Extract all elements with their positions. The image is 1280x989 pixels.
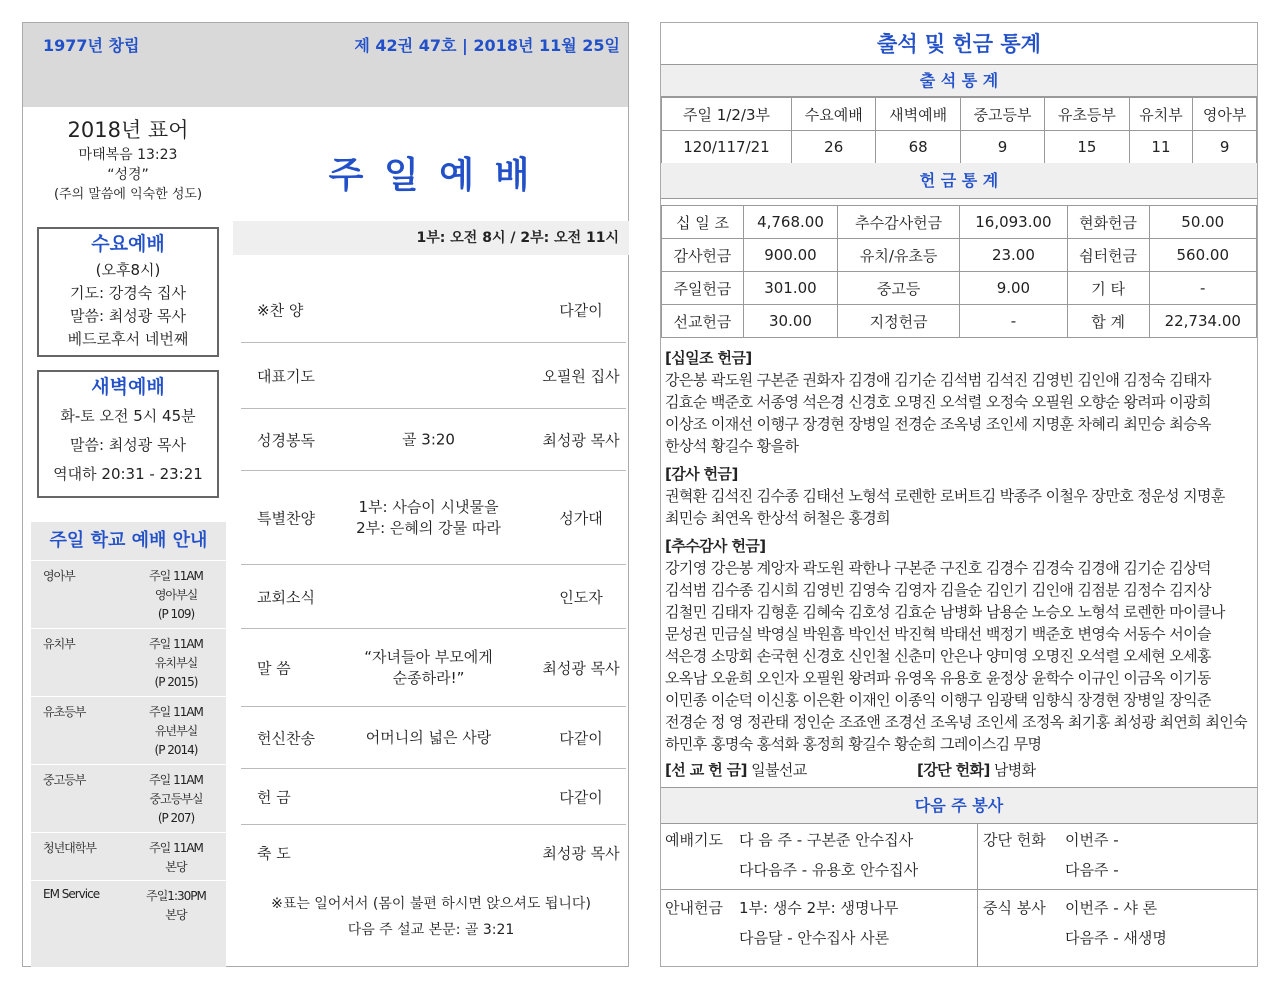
order-row	[241, 769, 626, 825]
order-detail: 어머니의 넓은 사랑	[365, 728, 492, 746]
school-time: 주일 11AM	[149, 705, 203, 719]
flower-value: 남병화	[993, 761, 1036, 779]
offering-cell: 추수감사헌금	[838, 206, 960, 239]
order-detail: “자녀들아 부모에게 순종하라!”	[364, 647, 493, 687]
order-name: ※찬 양	[257, 301, 304, 319]
usher-duty-1: 1부: 생수 2부: 생명나무	[739, 899, 899, 917]
attendance-value-cell: 120/117/21	[662, 131, 792, 164]
school-place: 중고등부실	[149, 792, 203, 806]
school-row	[31, 832, 226, 880]
order-name: 말 씀	[257, 659, 291, 677]
offering-cell: 지정헌금	[838, 305, 960, 338]
offering-cell: 50.00	[1149, 206, 1256, 239]
offering-cell: 22,734.00	[1149, 305, 1256, 338]
prayer-duty-2: 다다음주 - 유용호 안수집사	[739, 861, 919, 879]
offering-cell: 560.00	[1149, 239, 1256, 272]
school-place: 영아부실	[154, 588, 198, 602]
offering-title: 헌 금 통 계	[661, 163, 1257, 199]
flower-label: [강단 헌화]	[917, 761, 990, 779]
sunday-school-schedule	[31, 522, 226, 967]
tithe-names: 강은봉 곽도원 구본준 권화자 김경애 김기순 김석범 김석진 김영빈 김인애 김정숙 김태자 김효순 백준호 서종영 석은경 신경호 오명진 오석렬 오정숙 오필원 오향순 왕려파 이광희 이상조 이재선 이행구 장경현 장병일 전경순 조옥녕 조인세 지명훈 차혜리 최민승 최승옥 한상석 황길수 황을하	[665, 371, 1211, 455]
attendance-value-cell: 11	[1129, 131, 1193, 164]
order-row	[241, 471, 626, 565]
attendance-header-cell: 중고등부	[960, 98, 1044, 131]
order-detail: 1부: 사슴이 시냇물을 2부: 은혜의 강물 따라	[356, 497, 501, 537]
attendance-value-row	[662, 131, 1257, 164]
attendance-header-cell: 새벽예배	[876, 98, 960, 131]
offering-row	[662, 239, 1257, 272]
offering-row	[662, 305, 1257, 338]
sidebar	[23, 107, 233, 967]
school-time: 주일1:30PM	[146, 889, 206, 903]
harvest-list	[665, 535, 1255, 755]
order-row	[241, 629, 626, 707]
order-row	[241, 565, 626, 629]
motto-sub: (주의 말씀에 익숙한 성도)	[53, 187, 203, 202]
school-time: 주일 11AM	[149, 569, 203, 583]
order-row	[241, 409, 626, 471]
school-place: 본당	[165, 860, 187, 874]
school-time: 주일 11AM	[149, 773, 203, 787]
service-times: 1부: 오전 8시 / 2부: 오전 11시	[233, 221, 629, 255]
order-name: 성경봉독	[257, 431, 315, 449]
offering-cell: 감사헌금	[662, 239, 744, 272]
attendance-value-cell: 9	[960, 131, 1044, 164]
stats-title: 출석 및 헌금 통계	[661, 23, 1257, 65]
attendance-header-row	[662, 98, 1257, 131]
school-title: 주일 학교 예배 안내	[49, 530, 208, 551]
offering-cell: 십 일 조	[662, 206, 744, 239]
school-place: 유치부실	[154, 656, 198, 670]
offering-cell: -	[960, 305, 1067, 338]
usher-duty-2: 다음달 - 안수집사 사론	[739, 929, 890, 947]
attendance-value-cell: 15	[1045, 131, 1129, 164]
order-row	[241, 343, 626, 409]
order-name: 축 도	[257, 844, 291, 863]
offering-cell: 기 타	[1067, 272, 1149, 305]
offering-cell: -	[1149, 272, 1256, 305]
attendance-value-cell: 26	[792, 131, 876, 164]
school-time: 주일 11AM	[149, 637, 203, 651]
meal-duty-1: 이번주 - 샤 론	[1065, 899, 1158, 917]
offering-cell: 선교헌금	[662, 305, 744, 338]
school-row	[31, 560, 226, 628]
school-row	[31, 696, 226, 764]
school-page: (P 2015)	[154, 675, 198, 689]
founded-text: 1977년 창립	[43, 36, 140, 55]
offering-cell: 23.00	[960, 239, 1067, 272]
order-leader: 최성광 목사	[542, 844, 620, 863]
offering-cell: 16,093.00	[960, 206, 1067, 239]
offering-cell: 900.00	[743, 239, 837, 272]
thanks-list	[665, 463, 1255, 529]
sunday-service	[233, 107, 629, 967]
school-dept: 영아부	[43, 569, 75, 583]
offering-row	[662, 206, 1257, 239]
wednesday-text: 베드로후서 네번째	[67, 330, 189, 348]
meal-duty-label: 중식 봉사	[983, 899, 1046, 917]
offering-cell: 301.00	[743, 272, 837, 305]
order-detail: 골 3:20	[402, 430, 455, 448]
school-place: 유년부실	[154, 724, 198, 738]
attendance-header-cell: 주일 1/2/3부	[662, 98, 792, 131]
offering-row	[662, 272, 1257, 305]
bulletin-right-page	[660, 22, 1258, 967]
school-dept: EM Service	[43, 887, 100, 901]
order-leader: 다같이	[559, 788, 603, 806]
order-leader: 다같이	[559, 729, 603, 747]
order-leader: 오필원 집사	[542, 367, 620, 385]
order-leader: 최성광 목사	[542, 659, 620, 677]
school-row	[31, 764, 226, 832]
offering-cell: 중고등	[838, 272, 960, 305]
motto-title: 2018년 표어	[67, 118, 189, 142]
usher-duty-label: 안내헌금	[665, 899, 723, 917]
dawn-text: 역대하 20:31 - 23:21	[53, 465, 203, 483]
order-row	[241, 277, 626, 343]
next-sermon: 다음 주 설교 본문: 골 3:21	[347, 922, 515, 938]
attendance-value-cell: 68	[876, 131, 960, 164]
flower-duty-2: 다음주 -	[1065, 861, 1119, 879]
attendance-table	[661, 97, 1257, 164]
wednesday-prayer: 기도: 강경숙 집사	[69, 284, 187, 302]
order-leader: 인도자	[559, 588, 603, 606]
order-name: 헌 금	[257, 788, 291, 806]
offering-table	[661, 205, 1257, 338]
order-leader: 최성광 목사	[542, 431, 620, 449]
offering-cell: 주일헌금	[662, 272, 744, 305]
attendance-header-cell: 수요예배	[792, 98, 876, 131]
school-page: (P 207)	[157, 811, 195, 825]
order-name: 대표기도	[257, 367, 315, 385]
wednesday-sermon: 말씀: 최성광 목사	[69, 307, 187, 325]
dawn-time: 화-토 오전 5시 45분	[60, 407, 196, 425]
service-title: 주 일 예 배	[328, 155, 534, 196]
attendance-value-cell: 9	[1193, 131, 1257, 164]
dawn-service-box	[37, 370, 219, 498]
bulletin-header	[23, 23, 628, 107]
offering-cell: 합 계	[1067, 305, 1149, 338]
attendance-header-cell: 유초등부	[1045, 98, 1129, 131]
motto-verse: 마태복음 13:23	[78, 147, 178, 163]
order-row	[241, 825, 626, 881]
wednesday-time: (오후8시)	[95, 261, 161, 279]
flower-duty-label: 강단 헌화	[983, 831, 1046, 849]
mission-label: [선 교 헌 금]	[665, 761, 747, 779]
school-dept: 중고등부	[43, 773, 86, 787]
offering-cell: 9.00	[960, 272, 1067, 305]
school-dept: 유초등부	[43, 705, 86, 719]
school-place: 본당	[165, 908, 187, 922]
thanks-names: 권혁환 김석진 김수종 김태선 노형석 로렌한 로버트김 박종주 이철우 장만호 정운성 지명훈 최민승 최연옥 한상석 허철은 홍경희	[665, 487, 1225, 527]
school-time: 주일 11AM	[149, 841, 203, 855]
dawn-title: 새벽예배	[91, 376, 165, 398]
school-dept: 청년대학부	[43, 841, 96, 855]
offering-cell: 4,768.00	[743, 206, 837, 239]
school-row	[31, 880, 226, 940]
prayer-duty-1: 다 음 주 - 구본준 안수집사	[739, 831, 914, 849]
order-name: 특별찬양	[257, 509, 315, 527]
order-name: 헌신찬송	[257, 729, 315, 747]
tithe-list	[665, 347, 1255, 457]
school-page: (P 109)	[157, 607, 195, 621]
wednesday-title: 수요예배	[91, 233, 165, 255]
bulletin-left-page	[22, 22, 629, 967]
attendance-header-cell: 영아부	[1193, 98, 1257, 131]
attendance-header-cell: 유치부	[1129, 98, 1193, 131]
order-leader: 성가대	[559, 509, 603, 527]
offering-cell: 쉼터헌금	[1067, 239, 1149, 272]
tithe-label: [십일조 헌금]	[665, 349, 752, 367]
offering-cell: 현화헌금	[1067, 206, 1149, 239]
order-leader: 다같이	[559, 301, 603, 319]
order-name: 교회소식	[257, 588, 315, 606]
mission-value: 일불선교	[751, 761, 807, 779]
duty-title: 다음 주 봉사	[661, 788, 1257, 824]
motto-quote: “성경”	[107, 167, 149, 183]
offering-cell: 유치/유초등	[838, 239, 960, 272]
standing-note: ※표는 일어서서 (몸이 불편 하시면 앉으셔도 됩니다)	[271, 896, 591, 912]
flower-offering	[917, 759, 1217, 781]
dawn-sermon: 말씀: 최성광 목사	[69, 436, 187, 454]
offering-cell: 30.00	[743, 305, 837, 338]
wednesday-service-box	[37, 227, 219, 357]
harvest-names: 강기영 강은봉 계앙자 곽도원 곽한나 구본준 구진호 김경수 김경숙 김경애 김기순 김상덕 김석범 김수종 김시희 김영빈 김영숙 김영자 김을순 김인기 김인애 김점분 김정수 김지상 김철민 김태자 김형훈 김혜숙 김호성 김효순 남병화 남용순 노승오 노형석 로렌한 마이클나 문성권 민금실 박영실 박원흠 박인선 박진혁 박태선 백정기 백준호 변영숙 서동수 서이슬 석은경 소망회 손국현 신경호 신인철 신춘미 안은나 양미영 오명진 오석렬 오세현 오세홍 오옥남 오윤희 오인자 오필원 왕려파 유영옥 유용호 윤정상 윤학수 이규인 이금옥 이기동 이민종 이순덕 이신홍 이은환 이재인 이종익 이행구 임광택 임향식 장경현 장병일 장익준 전경순 정 영 정관태 정인순 조죠앤 조경선 조옥녕 조인세 조정옥 최기홍 최성광 최연희 최인숙 하민후 홍명숙 홍석화 홍정희 황길수 황순희 그레이스김 무명	[665, 559, 1248, 753]
prayer-duty-label: 예배기도	[665, 831, 723, 849]
attendance-title: 출 석 통 계	[661, 65, 1257, 97]
issue-text: 제 42권 47호 | 2018년 11월 25일	[354, 36, 620, 55]
flower-duty-1: 이번주 -	[1065, 831, 1119, 849]
school-dept: 유치부	[43, 637, 75, 651]
meal-duty-2: 다음주 - 새생명	[1065, 929, 1167, 947]
order-row	[241, 707, 626, 769]
school-page: (P 2014)	[154, 743, 198, 757]
harvest-label: [추수감사 헌금]	[665, 537, 766, 555]
thanks-label: [감사 헌금]	[665, 465, 738, 483]
school-row	[31, 628, 226, 696]
